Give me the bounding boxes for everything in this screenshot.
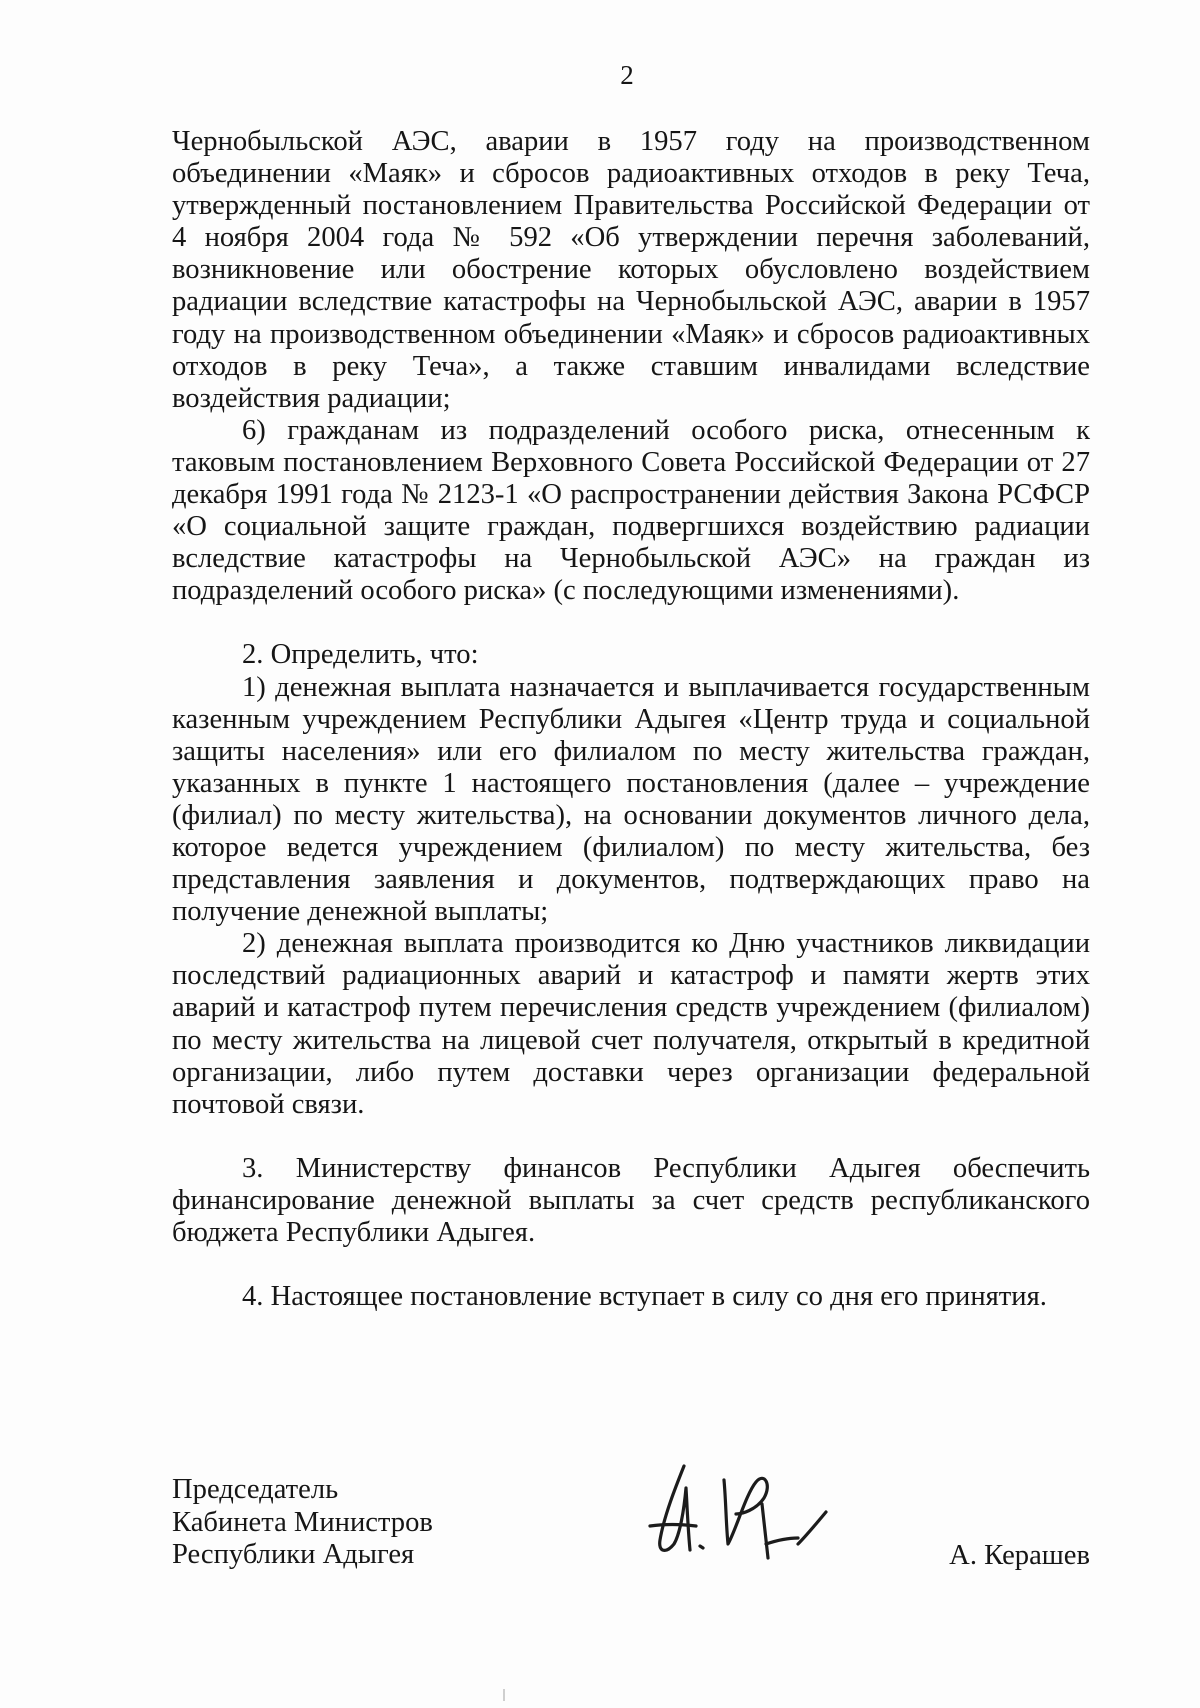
signatory-title-line: Председатель [172, 1474, 339, 1505]
signatory-title [172, 1474, 433, 1572]
paragraph-section-2: 2. Определить, что: [242, 639, 479, 671]
paragraph-section-4: 4. Настоящее постановление вступает в силу со дня его принятия. [242, 1281, 1047, 1313]
signatory-title-line: Республики Адыгея [172, 1539, 415, 1570]
paragraph-section-2-item-2: 2) денежная выплата производится ко Дню участников ликвидации последствий радиационных аварий и катастроф и памяти жертв этих аварий и катастроф путем перечисления средств учреждением (филиалом) по месту жительства на лицевой счет получателя, открытый в кредитной организации, либо путем доставки через организации федеральной почтовой связи. [172, 928, 1090, 1120]
paragraph-item-6: 6) гражданам из подразделений особого риска, отнесенным к таковым постановлением Верховного Совета Российской Федерации от 27 декабря 1991 года № 2123-1 «О распространении действия Закона РСФСР «О социальной защите граждан, подвергшихся воздействию радиации вследствие катастрофы на Чернобыльской АЭС» на граждан из подразделений особого риска» (с последующими изменениями). [172, 414, 1090, 607]
signature-block [172, 1474, 1090, 1594]
scan-speck [503, 1689, 505, 1701]
paragraph-continuation: Чернобыльской АЭС, аварии в 1957 году на производственном объединении «Маяк» и сбросов радиоактивных отходов в реку Теча, утвержденный постановлением Правительства Российской Федерации от 4 ноября 2004 года № 592 «Об утверждении перечня заболеваний, возникновение или обострение которых обусловлено воздействием радиации вследствие катастрофы на Чернобыльской АЭС, аварии в 1957 году на производственном объединении «Маяк» и сбросов радиоактивных отходов в реку Теча», а также ставшим инвалидами вследствие воздействия радиации; [172, 126, 1090, 414]
page-number: 2 [620, 60, 634, 90]
paragraph-section-3: 3. Министерству финансов Республики Адыгея обеспечить финансирование денежной выплаты за счет средств республиканского бюджета Республики Адыгея. [172, 1152, 1090, 1248]
signatory-title-line: Кабинета Министров [172, 1506, 433, 1538]
document-body [172, 126, 1090, 1313]
signatory-name: А. Керашев [949, 1540, 1090, 1571]
paragraph-section-2-item-1: 1) денежная выплата назначается и выплачивается государственным казенным учреждением Республики Адыгея «Центр труда и социальной защиты населения» или его филиалом по месту жительства граждан, указанных в пункте 1 настоящего постановления (далее – учреждение (филиал) по месту жительства), на основании документов личного дела, которое ведется учреждением (филиалом) по месту жительства, без представления заявления и документов, подтверждающих право на получение денежной выплаты; [172, 671, 1090, 928]
